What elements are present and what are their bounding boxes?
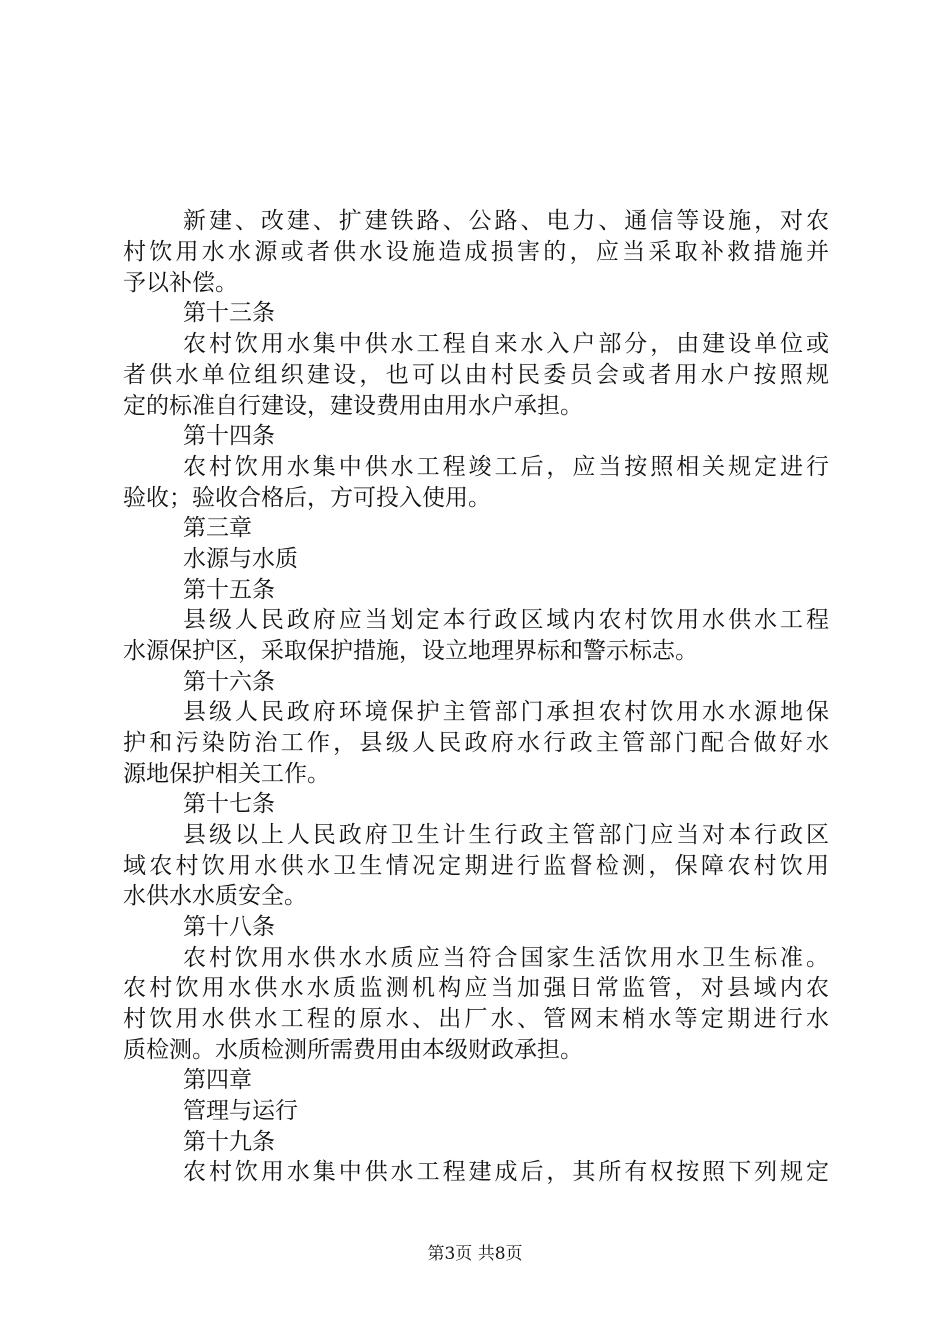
text-line: 予以补偿。	[123, 270, 238, 296]
text-line: 农村饮用水供水水质应当符合国家生活饮用水卫生标准。	[183, 945, 829, 971]
text-line: 农村饮用水供水水质监测机构应当加强日常监管，对县域内农	[123, 975, 829, 1001]
text-line: 县级人民政府环境保护主管部门承担农村饮用水水源地保	[183, 699, 829, 725]
text-line: 新建、改建、扩建铁路、公路、电力、通信等设施，对农	[183, 208, 829, 234]
article-heading: 第十四条	[183, 423, 275, 449]
article-heading: 第十七条	[183, 791, 275, 817]
text-line: 县级以上人民政府卫生计生行政主管部门应当对本行政区	[183, 822, 829, 848]
article-heading: 第十三条	[183, 300, 275, 326]
text-line: 质检测。水质检测所需费用由本级财政承担。	[123, 1037, 583, 1063]
text-line: 定的标准自行建设，建设费用由用水户承担。	[123, 393, 583, 419]
article-heading: 第十六条	[183, 669, 275, 695]
article-heading: 第十八条	[183, 914, 275, 940]
text-line: 护和污染防治工作，县级人民政府水行政主管部门配合做好水	[123, 730, 829, 756]
text-line: 县级人民政府应当划定本行政区域内农村饮用水供水工程	[183, 607, 829, 633]
article-heading: 第十九条	[183, 1129, 275, 1155]
text-line: 水源保护区，采取保护措施，设立地理界标和警示标志。	[123, 638, 698, 664]
chapter-title: 管理与运行	[183, 1098, 298, 1124]
text-line: 水供水水质安全。	[123, 883, 307, 909]
text-line: 者供水单位组织建设，也可以由村民委员会或者用水户按照规	[123, 362, 829, 388]
page-number: 第3页 共8页	[427, 1244, 523, 1264]
text-line: 农村饮用水集中供水工程自来水入户部分，由建设单位或	[183, 331, 829, 357]
text-line: 源地保护相关工作。	[123, 761, 330, 787]
text-line: 域农村饮用水供水卫生情况定期进行监督检测，保障农村饮用	[123, 853, 829, 879]
chapter-heading: 第四章	[183, 1067, 252, 1093]
text-line: 农村饮用水集中供水工程竣工后，应当按照相关规定进行	[183, 454, 829, 480]
article-heading: 第十五条	[183, 577, 275, 603]
text-line: 验收；验收合格后，方可投入使用。	[123, 485, 491, 511]
chapter-title: 水源与水质	[183, 546, 298, 572]
page-footer	[0, 1243, 950, 1265]
text-line: 农村饮用水集中供水工程建成后，其所有权按照下列规定	[183, 1159, 829, 1185]
text-line: 村饮用水供水工程的原水、出厂水、管网末梢水等定期进行水	[123, 1006, 829, 1032]
text-line: 村饮用水水源或者供水设施造成损害的，应当采取补救措施并	[123, 239, 829, 265]
chapter-heading: 第三章	[183, 515, 252, 541]
